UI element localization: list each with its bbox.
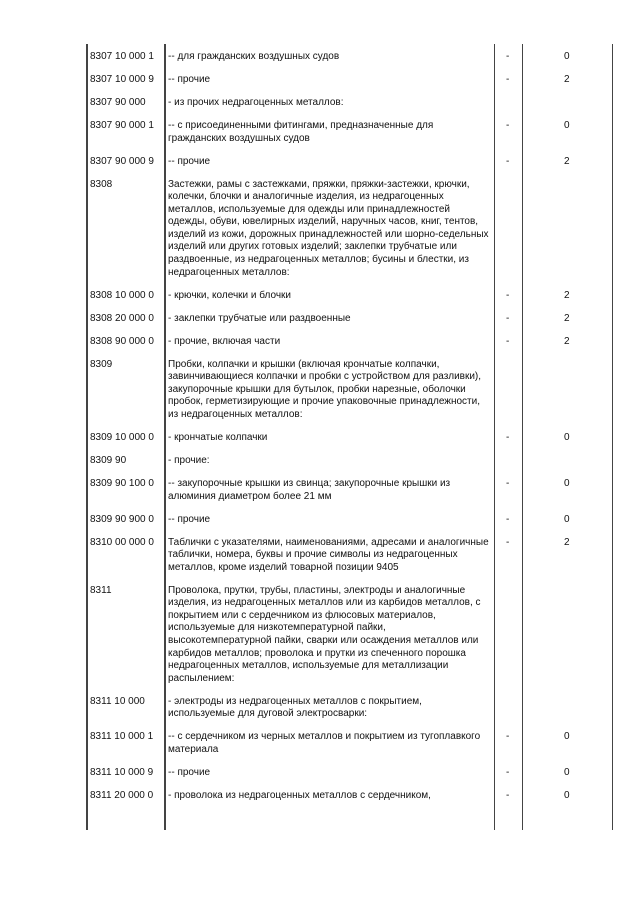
code-cell: 8309 90 900 0 <box>90 513 154 525</box>
rate-cell: 0 <box>564 789 570 801</box>
code-cell: 8309 90 <box>90 454 127 466</box>
table-row <box>0 790 640 813</box>
rate-cell: 2 <box>564 155 570 167</box>
rate-cell: 2 <box>564 289 570 301</box>
description-cell: -- прочие <box>168 766 211 778</box>
description-cell: - проволока из недрагоценных металлов с сердечником, <box>168 789 431 801</box>
rate-cell: 2 <box>564 335 570 347</box>
description-cell: - из прочих недрагоценных металлов: <box>168 96 344 108</box>
table-row <box>0 156 640 179</box>
description-cell: Застежки, рамы с застежками, пряжки, пряжки-застежки, крючки, колечки, блочки и аналогичные изделия, из недрагоценных металлов, используемые для одежды или принадлежностей одежды, обуви, ювелирных изделий, наручных часов, книг, тентов, изделий из кожи, дорожных принадлежностей или шорно-седельных изделий или других готовых изделий; заклепки трубчатые или раздвоенные, из недрагоценных металлов; бусины и блестки, из недрагоценных металлов: <box>168 178 489 278</box>
code-cell: 8309 90 100 0 <box>90 477 154 489</box>
code-cell: 8307 10 000 1 <box>90 51 154 62</box>
description-cell: -- прочие <box>168 513 211 525</box>
table-row <box>0 313 640 336</box>
rate-cell: 2 <box>564 312 570 324</box>
code-cell: 8311 10 000 9 <box>90 766 154 778</box>
description-cell: - крючки, колечки и блочки <box>168 289 291 301</box>
code-cell: 8308 <box>90 178 113 190</box>
rate-cell: 2 <box>564 536 570 548</box>
unit-cell: - <box>506 513 510 525</box>
rate-cell: 0 <box>564 731 570 743</box>
code-cell: 8311 20 000 0 <box>90 789 154 801</box>
table-row <box>0 290 640 313</box>
table-row <box>0 120 640 156</box>
description-cell: -- закупорочные крышки из свинца; закупорочные крышки из алюминия диаметром более 21 мм <box>168 477 451 502</box>
table-row <box>0 585 640 696</box>
code-cell: 8309 <box>90 358 113 370</box>
code-cell: 8311 10 000 1 <box>90 731 154 743</box>
description-cell: - прочие: <box>168 454 210 466</box>
description-cell: -- прочие <box>168 155 211 167</box>
unit-cell: - <box>506 119 510 131</box>
table-row <box>0 74 640 97</box>
rate-cell: 0 <box>564 431 570 443</box>
description-cell: - электроды из недрагоценных металлов с покрытием, используемые для дуговой электросварки: <box>168 695 422 720</box>
table-row <box>0 537 640 585</box>
tariff-table <box>0 51 640 813</box>
unit-cell: - <box>506 155 510 167</box>
table-row <box>0 179 640 290</box>
description-cell: - крончатые колпачки <box>168 431 268 443</box>
rate-cell: 0 <box>564 51 570 62</box>
table-row <box>0 696 640 732</box>
table-row <box>0 97 640 120</box>
rate-cell: 2 <box>564 73 570 85</box>
unit-cell: - <box>506 536 510 548</box>
description-cell: - прочие, включая части <box>168 335 281 347</box>
unit-cell: - <box>506 731 510 743</box>
unit-cell: - <box>506 789 510 801</box>
table-row <box>0 359 640 432</box>
description-cell: - заклепки трубчатые или раздвоенные <box>168 312 351 324</box>
description-cell: Таблички с указателями, наименованиями, адресами и аналогичные таблички, номера, буквы и прочие символы из недрагоценных металлов, кроме изделий товарной позиции 9405 <box>168 536 489 573</box>
unit-cell: - <box>506 431 510 443</box>
code-cell: 8307 90 000 <box>90 96 146 108</box>
unit-cell: - <box>506 312 510 324</box>
unit-cell: - <box>506 51 510 62</box>
rate-cell: 0 <box>564 766 570 778</box>
unit-cell: - <box>506 73 510 85</box>
description-cell: -- с присоединенными фитингами, предназначенные для гражданских воздушных судов <box>168 119 434 144</box>
code-cell: 8308 10 000 0 <box>90 289 154 301</box>
rate-cell: 0 <box>564 513 570 525</box>
rate-cell: 0 <box>564 119 570 131</box>
code-cell: 8311 <box>90 584 112 596</box>
code-cell: 8307 10 000 9 <box>90 73 154 85</box>
code-cell: 8308 90 000 0 <box>90 335 154 347</box>
code-cell: 8309 10 000 0 <box>90 431 154 443</box>
code-cell: 8307 90 000 9 <box>90 155 154 167</box>
description-cell: -- с сердечником из черных металлов и покрытием из тугоплавкого материала <box>168 731 481 755</box>
code-cell: 8310 00 000 0 <box>90 536 154 548</box>
unit-cell: - <box>506 335 510 347</box>
code-cell: 8308 20 000 0 <box>90 312 154 324</box>
description-cell: Проволока, прутки, трубы, пластины, электроды и аналогичные изделия, из недрагоценных металлов или из карбидов металлов, с покрытием или с сердечником из флюсовых материалов, используемые для низкотемпературной пайки, высокотемпературной пайки, сварки или осаждения металлов или карбидов металлов; проволока и прутки из спеченного порошка недрагоценных металлов, используемые для металлизации распылением: <box>168 584 481 684</box>
unit-cell: - <box>506 477 510 489</box>
code-cell: 8311 10 000 <box>90 695 145 707</box>
table-row <box>0 731 640 767</box>
rate-cell: 0 <box>564 477 570 489</box>
description-cell: -- прочие <box>168 73 211 85</box>
table-row <box>0 767 640 790</box>
code-cell: 8307 90 000 1 <box>90 119 154 131</box>
table-row <box>0 432 640 455</box>
table-row <box>0 455 640 478</box>
table-row <box>0 514 640 537</box>
table-row <box>0 336 640 359</box>
table-row <box>0 478 640 514</box>
description-cell: Пробки, колпачки и крышки (включая крончатые колпачки, завинчивающиеся колпачки и пробки с устройством для разливки), закупорочные крышки для бутылок, пробки нарезные, оболочки пробок, герметизирующие и прочие упаковочные принадлежности, из недрагоценных металлов: <box>168 358 482 420</box>
table-row <box>0 51 640 74</box>
unit-cell: - <box>506 289 510 301</box>
unit-cell: - <box>506 766 510 778</box>
description-cell: -- для гражданских воздушных судов <box>168 51 340 62</box>
